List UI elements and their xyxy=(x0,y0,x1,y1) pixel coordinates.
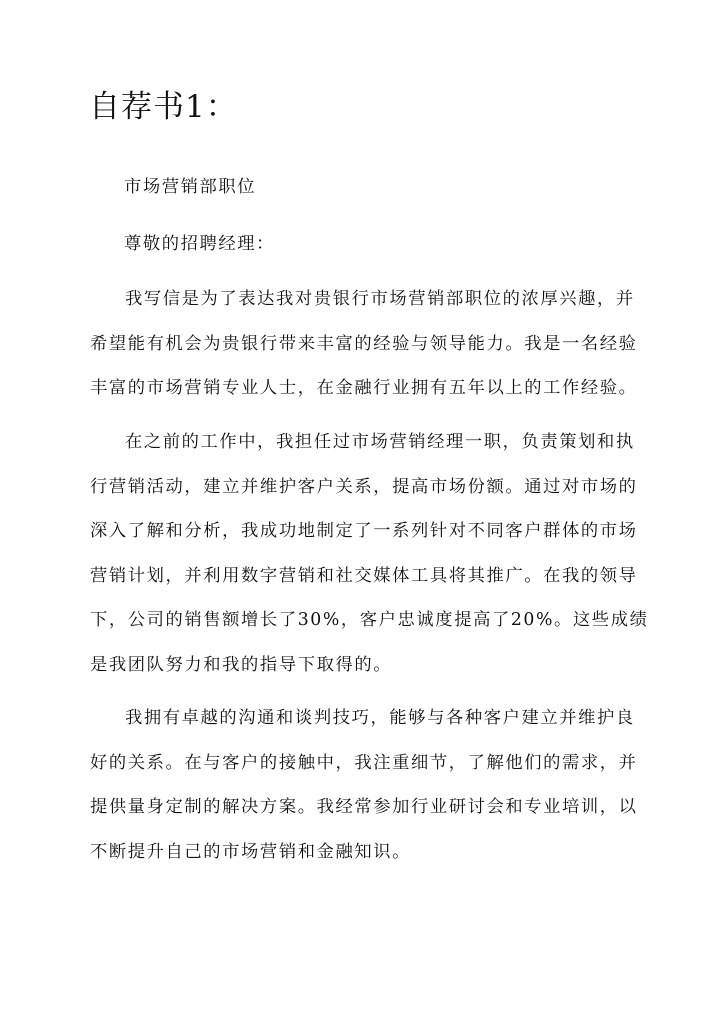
paragraph-line: 在之前的工作中，我担任过市场营销经理一职，负责策划和执 xyxy=(125,432,635,452)
paragraph-line: 下，公司的销售额增长了30%，客户忠诚度提高了20%。这些成绩 xyxy=(90,610,649,630)
paragraph-line: 我拥有卓越的沟通和谈判技巧，能够与各种客户建立并维护良 xyxy=(125,708,635,728)
paragraph-line: 丰富的市场营销专业人士，在金融行业拥有五年以上的工作经验。 xyxy=(90,378,638,398)
paragraph-line: 希望能有机会为贵银行带来丰富的经验与领导能力。我是一名经验 xyxy=(90,333,638,354)
paragraph-2 xyxy=(90,420,649,687)
paragraph-line: 深入了解和分析，我成功地制定了一系列针对不同客户群体的市场 xyxy=(90,521,638,541)
paragraph-line: 不断提升自己的市场营销和金融知识。 xyxy=(90,841,411,862)
paragraph-1 xyxy=(90,277,638,411)
paragraph-line: 是我团队努力和我的指导下取得的。 xyxy=(90,654,393,675)
salutation: 尊敬的招聘经理： xyxy=(124,234,276,254)
paragraph-line: 提供量身定制的解决方案。我经常参加行业研讨会和专业培训，以 xyxy=(90,797,638,817)
position-line: 市场营销部职位 xyxy=(124,177,257,197)
paragraph-line: 行营销活动，建立并维护客户关系，提高市场份额。通过对市场的 xyxy=(90,476,638,497)
document-title: 自荐书1： xyxy=(89,89,238,125)
paragraph-line: 好的关系。在与客户的接触中，我注重细节，了解他们的需求，并 xyxy=(90,752,638,773)
paragraph-line: 营销计划，并利用数字营销和社交媒体工具将其推广。在我的领导 xyxy=(90,565,638,586)
paragraph-3 xyxy=(90,696,638,874)
paragraph-line: 我写信是为了表达我对贵银行市场营销部职位的浓厚兴趣，并 xyxy=(125,289,635,309)
